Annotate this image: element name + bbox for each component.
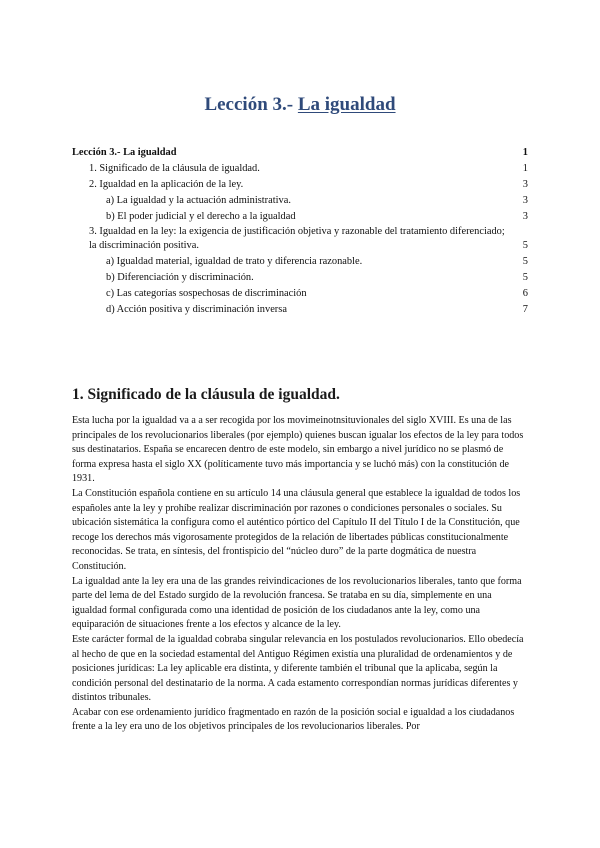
toc-entry-text[interactable]: 1. Significado de la cláusula de igualdad. bbox=[89, 163, 260, 174]
toc-entry-text[interactable]: 3. Igualdad en la ley: la exigencia de justificación objetiva y razonable del tratamiento diferenciado; la discriminación positiva. bbox=[89, 226, 505, 251]
body-paragraph: La Constitución española contiene en su artículo 14 una cláusula general que establece la igualdad de todos los españoles ante la ley y prohíbe realizar discriminación por razones o condiciones personales o sociales. Su ubicación sistemática la configura como el auténtico pórtico del Capítulo II del Título I de la Constitución, que recoge los derechos más vigorosamente protegidos de la relación de libertades públicas constitucionalmente reconocidas. Se trata, en síntesis, del frontispicio del “núcleo duro” de la parte dogmática de nuestra Constitución. bbox=[72, 487, 521, 572]
document-title-link[interactable]: La igualdad bbox=[297, 94, 396, 115]
toc-entry[interactable] bbox=[72, 161, 528, 177]
toc-entry-page-number: 1 bbox=[522, 163, 528, 174]
toc-entry[interactable] bbox=[72, 145, 528, 161]
toc-entry[interactable] bbox=[72, 193, 528, 209]
document-title bbox=[0, 94, 600, 116]
toc-entry-text[interactable]: b) Diferenciación y discriminación. bbox=[106, 272, 254, 283]
section-body bbox=[72, 414, 528, 735]
section-heading: 1. Significado de la cláusula de igualdad. bbox=[72, 386, 340, 403]
toc-entry-page-number: 5 bbox=[522, 272, 528, 283]
body-paragraph: Este carácter formal de la igualdad cobraba singular relevancia en los postulados revolucionarios. Ello obedecía al hecho de que en la sociedad estamental del Antiguo Régimen existía una pluralidad de ordenamientos y de posiciones jurídicas: La ley aplicable era distinta, y diferente también el tribunal que la aplicaba, según la condición personal del destinatario de la norma. A cada estamento correspondían normas jurídicas diferentes y distintos tribunales. bbox=[72, 633, 524, 704]
toc-entry[interactable] bbox=[72, 286, 528, 302]
toc-entry[interactable] bbox=[72, 209, 528, 225]
toc-entry-page-number: 5 bbox=[522, 256, 528, 267]
toc-entry-page-number: 5 bbox=[522, 240, 528, 251]
body-paragraph: La igualdad ante la ley era una de las grandes reivindicaciones de los revolucionarios liberales, tanto que forma parte del lema de del Estado surgido de la revolución francesa. Se trataba en su día, simplemente en una igualdad formal configurada como una identidad de posición de los ciudadanos ante la ley, como una equiparación de situaciones frente a los efectos y alcance de la ley. bbox=[72, 575, 522, 631]
body-paragraph: Acabar con ese ordenamiento jurídico fragmentado en razón de la posición social e igualdad a los ciudadanos frente a la ley era uno de los objetivos principales de los revolucionarios liberales. Por bbox=[72, 706, 515, 733]
toc-entry-text[interactable]: d) Acción positiva y discriminación inversa bbox=[106, 304, 287, 315]
toc-entry[interactable] bbox=[72, 270, 528, 286]
toc-entry-text[interactable]: a) Igualdad material, igualdad de trato y diferencia razonable. bbox=[106, 256, 363, 267]
toc-entry-text[interactable]: a) La igualdad y la actuación administrativa. bbox=[106, 195, 291, 206]
table-of-contents bbox=[72, 145, 528, 318]
toc-entry-text[interactable]: Lección 3.- La igualdad bbox=[72, 147, 177, 158]
toc-entry[interactable] bbox=[72, 302, 528, 318]
toc-entry-page-number: 3 bbox=[522, 179, 528, 190]
toc-entry-text[interactable]: b) El poder judicial y el derecho a la igualdad bbox=[106, 211, 296, 222]
toc-entry[interactable] bbox=[72, 254, 528, 270]
document-title-prefix: Lección 3.- bbox=[204, 94, 298, 115]
toc-entry-page-number: 6 bbox=[522, 288, 528, 299]
toc-entry[interactable] bbox=[72, 225, 528, 253]
toc-entry-text[interactable]: c) Las categorías sospechosas de discriminación bbox=[106, 288, 307, 299]
toc-entry-page-number: 1 bbox=[522, 147, 528, 158]
toc-entry[interactable] bbox=[72, 177, 528, 193]
toc-entry-page-number: 3 bbox=[522, 195, 528, 206]
toc-entry-page-number: 7 bbox=[522, 304, 528, 315]
toc-entry-page-number: 3 bbox=[522, 211, 528, 222]
toc-entry-text[interactable]: 2. Igualdad en la aplicación de la ley. bbox=[89, 179, 244, 190]
body-paragraph: Esta lucha por la igualdad va a a ser recogida por los movimeinotnsituvionales del siglo XVIII. Es una de las principales de los revolucionarios liberales (por ejemplo) quienes buscan igualar los efectos de la ley para todos sus destinatarios. España se encarecen dentro de este modelo, sin embargo a nivel jurídico no se plasmó de forma expresa hasta el siglo XX (políticamente tuvo más importancia y se luchó más) con la constitución de 1931. bbox=[72, 415, 524, 485]
